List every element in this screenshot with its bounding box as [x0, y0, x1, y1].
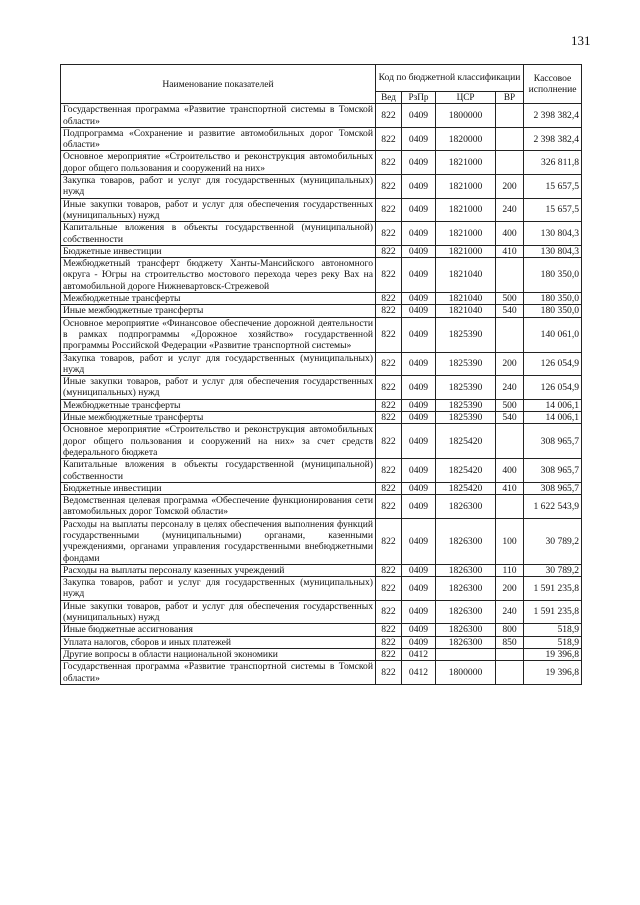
row-ved: 822: [376, 482, 402, 494]
table-row: [61, 222, 582, 246]
row-amount: 130 804,3: [524, 222, 582, 246]
row-rzpr: 0409: [402, 399, 436, 411]
row-amount: 2 398 382,4: [524, 104, 582, 128]
row-ved: 822: [376, 495, 402, 519]
row-vr: [496, 127, 524, 151]
row-vr: 240: [496, 376, 524, 400]
row-amount: 518,9: [524, 624, 582, 636]
row-ved: 822: [376, 305, 402, 317]
row-vr: 410: [496, 482, 524, 494]
row-ved: 822: [376, 293, 402, 305]
table-row: [61, 424, 582, 459]
table-row: [61, 317, 582, 352]
row-name: Межбюджетные трансферты: [61, 399, 376, 411]
row-vr: [496, 151, 524, 175]
header-code-group: Код по бюджетной классификации: [376, 65, 524, 92]
row-amount: 308 965,7: [524, 424, 582, 459]
row-csr: 1821040: [436, 258, 496, 293]
row-rzpr: 0409: [402, 518, 436, 564]
table-row: [61, 245, 582, 257]
header-vr: ВР: [496, 92, 524, 104]
row-name: Иные межбюджетные трансферты: [61, 412, 376, 424]
row-vr: 240: [496, 600, 524, 624]
row-amount: 30 789,2: [524, 518, 582, 564]
row-amount: 180 350,0: [524, 258, 582, 293]
row-csr: 1826300: [436, 518, 496, 564]
row-name: Иные закупки товаров, работ и услуг для обеспечения государственных (муниципальных) нужд: [61, 600, 376, 624]
row-name: Иные закупки товаров, работ и услуг для обеспечения государственных (муниципальных) нужд: [61, 198, 376, 222]
row-name: Основное мероприятие «Строительство и реконструкция автомобильных дорог общего пользования и сооружений на них»: [61, 151, 376, 175]
row-vr: 200: [496, 352, 524, 376]
row-name: Иные межбюджетные трансферты: [61, 305, 376, 317]
row-name: Подпрограмма «Сохранение и развитие автомобильных дорог Томской области»: [61, 127, 376, 151]
row-ved: 822: [376, 518, 402, 564]
row-name: Ведомственная целевая программа «Обеспечение функционирования сети автомобильных дорог Томской области»: [61, 495, 376, 519]
row-vr: 540: [496, 412, 524, 424]
row-amount: 326 811,8: [524, 151, 582, 175]
row-rzpr: 0409: [402, 258, 436, 293]
row-vr: 800: [496, 624, 524, 636]
row-ved: 822: [376, 376, 402, 400]
row-rzpr: 0409: [402, 317, 436, 352]
row-csr: 1826300: [436, 495, 496, 519]
row-csr: 1821000: [436, 198, 496, 222]
row-csr: [436, 648, 496, 660]
row-ved: 822: [376, 175, 402, 199]
row-csr: 1821000: [436, 151, 496, 175]
row-rzpr: 0409: [402, 305, 436, 317]
table-row: [61, 412, 582, 424]
row-csr: 1826300: [436, 577, 496, 601]
row-csr: 1825390: [436, 399, 496, 411]
row-ved: 822: [376, 258, 402, 293]
row-ved: 822: [376, 399, 402, 411]
row-vr: 410: [496, 245, 524, 257]
row-ved: 822: [376, 564, 402, 576]
row-ved: 822: [376, 198, 402, 222]
row-amount: 19 396,8: [524, 648, 582, 660]
row-amount: 308 965,7: [524, 482, 582, 494]
table-row: [61, 482, 582, 494]
row-csr: 1821000: [436, 175, 496, 199]
table-header: [61, 65, 582, 104]
row-rzpr: 0409: [402, 376, 436, 400]
row-csr: 1825390: [436, 376, 496, 400]
row-csr: 1800000: [436, 661, 496, 685]
row-rzpr: 0409: [402, 222, 436, 246]
table-row: [61, 459, 582, 483]
row-name: Капитальные вложения в объекты государственной (муниципальной) собственности: [61, 222, 376, 246]
table-row: [61, 564, 582, 576]
row-name: Закупка товаров, работ и услуг для государственных (муниципальных) нужд: [61, 577, 376, 601]
row-name: Закупка товаров, работ и услуг для государственных (муниципальных) нужд: [61, 175, 376, 199]
row-csr: 1821000: [436, 222, 496, 246]
row-rzpr: 0409: [402, 600, 436, 624]
row-vr: [496, 317, 524, 352]
row-csr: 1825420: [436, 482, 496, 494]
row-vr: [496, 424, 524, 459]
row-ved: 822: [376, 424, 402, 459]
row-csr: 1821040: [436, 305, 496, 317]
table-row: [61, 661, 582, 685]
row-amount: 126 054,9: [524, 376, 582, 400]
table-row: [61, 175, 582, 199]
row-name: Расходы на выплаты персоналу в целях обеспечения выполнения функций государственными (муниципальными) органами, казенными учреждениями, органами управления государственными внебюджетными фондами: [61, 518, 376, 564]
row-rzpr: 0409: [402, 495, 436, 519]
row-amount: 140 061,0: [524, 317, 582, 352]
table-row: [61, 305, 582, 317]
header-ved: Вед: [376, 92, 402, 104]
row-name: Иные бюджетные ассигнования: [61, 624, 376, 636]
table-row: [61, 258, 582, 293]
row-rzpr: 0409: [402, 104, 436, 128]
table-row: [61, 495, 582, 519]
table-row: [61, 198, 582, 222]
table-row: [61, 352, 582, 376]
row-vr: 400: [496, 459, 524, 483]
row-ved: 822: [376, 412, 402, 424]
row-csr: 1825390: [436, 352, 496, 376]
row-vr: [496, 661, 524, 685]
table-row: [61, 151, 582, 175]
row-csr: 1826300: [436, 600, 496, 624]
row-name: Межбюджетные трансферты: [61, 293, 376, 305]
row-name: Расходы на выплаты персоналу казенных учреждений: [61, 564, 376, 576]
row-ved: 822: [376, 577, 402, 601]
row-amount: 1 591 235,8: [524, 577, 582, 601]
table-row: [61, 293, 582, 305]
row-ved: 822: [376, 636, 402, 648]
row-amount: 518,9: [524, 636, 582, 648]
table-row: [61, 600, 582, 624]
row-rzpr: 0412: [402, 648, 436, 660]
row-csr: 1821000: [436, 245, 496, 257]
row-vr: 850: [496, 636, 524, 648]
row-csr: 1820000: [436, 127, 496, 151]
row-name: Другие вопросы в области национальной экономики: [61, 648, 376, 660]
table-row: [61, 624, 582, 636]
row-vr: 110: [496, 564, 524, 576]
row-amount: 15 657,5: [524, 175, 582, 199]
header-rzpr: РзПр: [402, 92, 436, 104]
row-name: Бюджетные инвестиции: [61, 245, 376, 257]
row-ved: 822: [376, 222, 402, 246]
row-name: Уплата налогов, сборов и иных платежей: [61, 636, 376, 648]
row-vr: [496, 104, 524, 128]
row-csr: 1800000: [436, 104, 496, 128]
row-ved: 822: [376, 245, 402, 257]
row-vr: 100: [496, 518, 524, 564]
row-csr: 1825420: [436, 459, 496, 483]
row-name: Капитальные вложения в объекты государственной (муниципальной) собственности: [61, 459, 376, 483]
budget-table: [60, 64, 582, 685]
row-vr: 500: [496, 399, 524, 411]
row-rzpr: 0409: [402, 151, 436, 175]
row-amount: 30 789,2: [524, 564, 582, 576]
row-amount: 180 350,0: [524, 293, 582, 305]
table-row: [61, 518, 582, 564]
row-amount: 14 006,1: [524, 399, 582, 411]
row-ved: 822: [376, 624, 402, 636]
row-vr: [496, 258, 524, 293]
row-rzpr: 0409: [402, 577, 436, 601]
table-row: [61, 127, 582, 151]
row-rzpr: 0409: [402, 352, 436, 376]
row-vr: [496, 648, 524, 660]
row-ved: 822: [376, 459, 402, 483]
row-rzpr: 0409: [402, 459, 436, 483]
row-name: Иные закупки товаров, работ и услуг для обеспечения государственных (муниципальных) нужд: [61, 376, 376, 400]
row-amount: 15 657,5: [524, 198, 582, 222]
row-vr: 540: [496, 305, 524, 317]
row-rzpr: 0409: [402, 293, 436, 305]
row-amount: 180 350,0: [524, 305, 582, 317]
row-rzpr: 0409: [402, 127, 436, 151]
header-csr: ЦСР: [436, 92, 496, 104]
row-amount: 126 054,9: [524, 352, 582, 376]
row-name: Межбюджетный трансферт бюджету Ханты-Мансийского автономного округа - Югры на строительство мостового перехода через реку Вах на автомобильной дороге Нижневартовск-Стрежевой: [61, 258, 376, 293]
row-vr: 400: [496, 222, 524, 246]
row-rzpr: 0409: [402, 482, 436, 494]
table-row: [61, 577, 582, 601]
row-name: Закупка товаров, работ и услуг для государственных (муниципальных) нужд: [61, 352, 376, 376]
row-ved: 822: [376, 600, 402, 624]
row-ved: 822: [376, 127, 402, 151]
row-csr: 1821040: [436, 293, 496, 305]
row-vr: 240: [496, 198, 524, 222]
row-rzpr: 0409: [402, 424, 436, 459]
row-rzpr: 0409: [402, 412, 436, 424]
page-number: 131: [571, 33, 591, 48]
row-ved: 822: [376, 317, 402, 352]
row-rzpr: 0412: [402, 661, 436, 685]
row-rzpr: 0409: [402, 624, 436, 636]
row-vr: 200: [496, 577, 524, 601]
row-csr: 1825390: [436, 412, 496, 424]
table-row: [61, 636, 582, 648]
header-amount: Кассовое исполнение: [524, 65, 582, 104]
row-rzpr: 0409: [402, 198, 436, 222]
row-amount: 1 591 235,8: [524, 600, 582, 624]
row-vr: 500: [496, 293, 524, 305]
row-csr: 1826300: [436, 564, 496, 576]
table-row: [61, 399, 582, 411]
row-amount: 308 965,7: [524, 459, 582, 483]
table-row: [61, 376, 582, 400]
header-name: Наименование показателей: [61, 65, 376, 104]
row-name: Государственная программа «Развитие транспортной системы в Томской области»: [61, 661, 376, 685]
row-amount: 1 622 543,9: [524, 495, 582, 519]
row-ved: 822: [376, 661, 402, 685]
row-amount: 130 804,3: [524, 245, 582, 257]
row-vr: [496, 495, 524, 519]
table-row: [61, 648, 582, 660]
row-name: Основное мероприятие «Строительство и реконструкция автомобильных дорог общего пользования и сооружений на них» за счет средств федерального бюджета: [61, 424, 376, 459]
table-body: [61, 104, 582, 685]
row-rzpr: 0409: [402, 636, 436, 648]
row-rzpr: 0409: [402, 175, 436, 199]
row-ved: 822: [376, 151, 402, 175]
row-rzpr: 0409: [402, 245, 436, 257]
row-ved: 822: [376, 352, 402, 376]
row-amount: 14 006,1: [524, 412, 582, 424]
row-csr: 1826300: [436, 636, 496, 648]
row-csr: 1826300: [436, 624, 496, 636]
row-name: Государственная программа «Развитие транспортной системы в Томской области»: [61, 104, 376, 128]
table-row: [61, 104, 582, 128]
row-csr: 1825420: [436, 424, 496, 459]
row-csr: 1825390: [436, 317, 496, 352]
row-amount: 19 396,8: [524, 661, 582, 685]
row-ved: 822: [376, 104, 402, 128]
row-ved: 822: [376, 648, 402, 660]
row-vr: 200: [496, 175, 524, 199]
row-amount: 2 398 382,4: [524, 127, 582, 151]
row-name: Основное мероприятие «Финансовое обеспечение дорожной деятельности в рамках подпрограммы «Дорожное хозяйство» государственной программы Российской Федерации «Развитие транспортной системы»: [61, 317, 376, 352]
row-rzpr: 0409: [402, 564, 436, 576]
row-name: Бюджетные инвестиции: [61, 482, 376, 494]
